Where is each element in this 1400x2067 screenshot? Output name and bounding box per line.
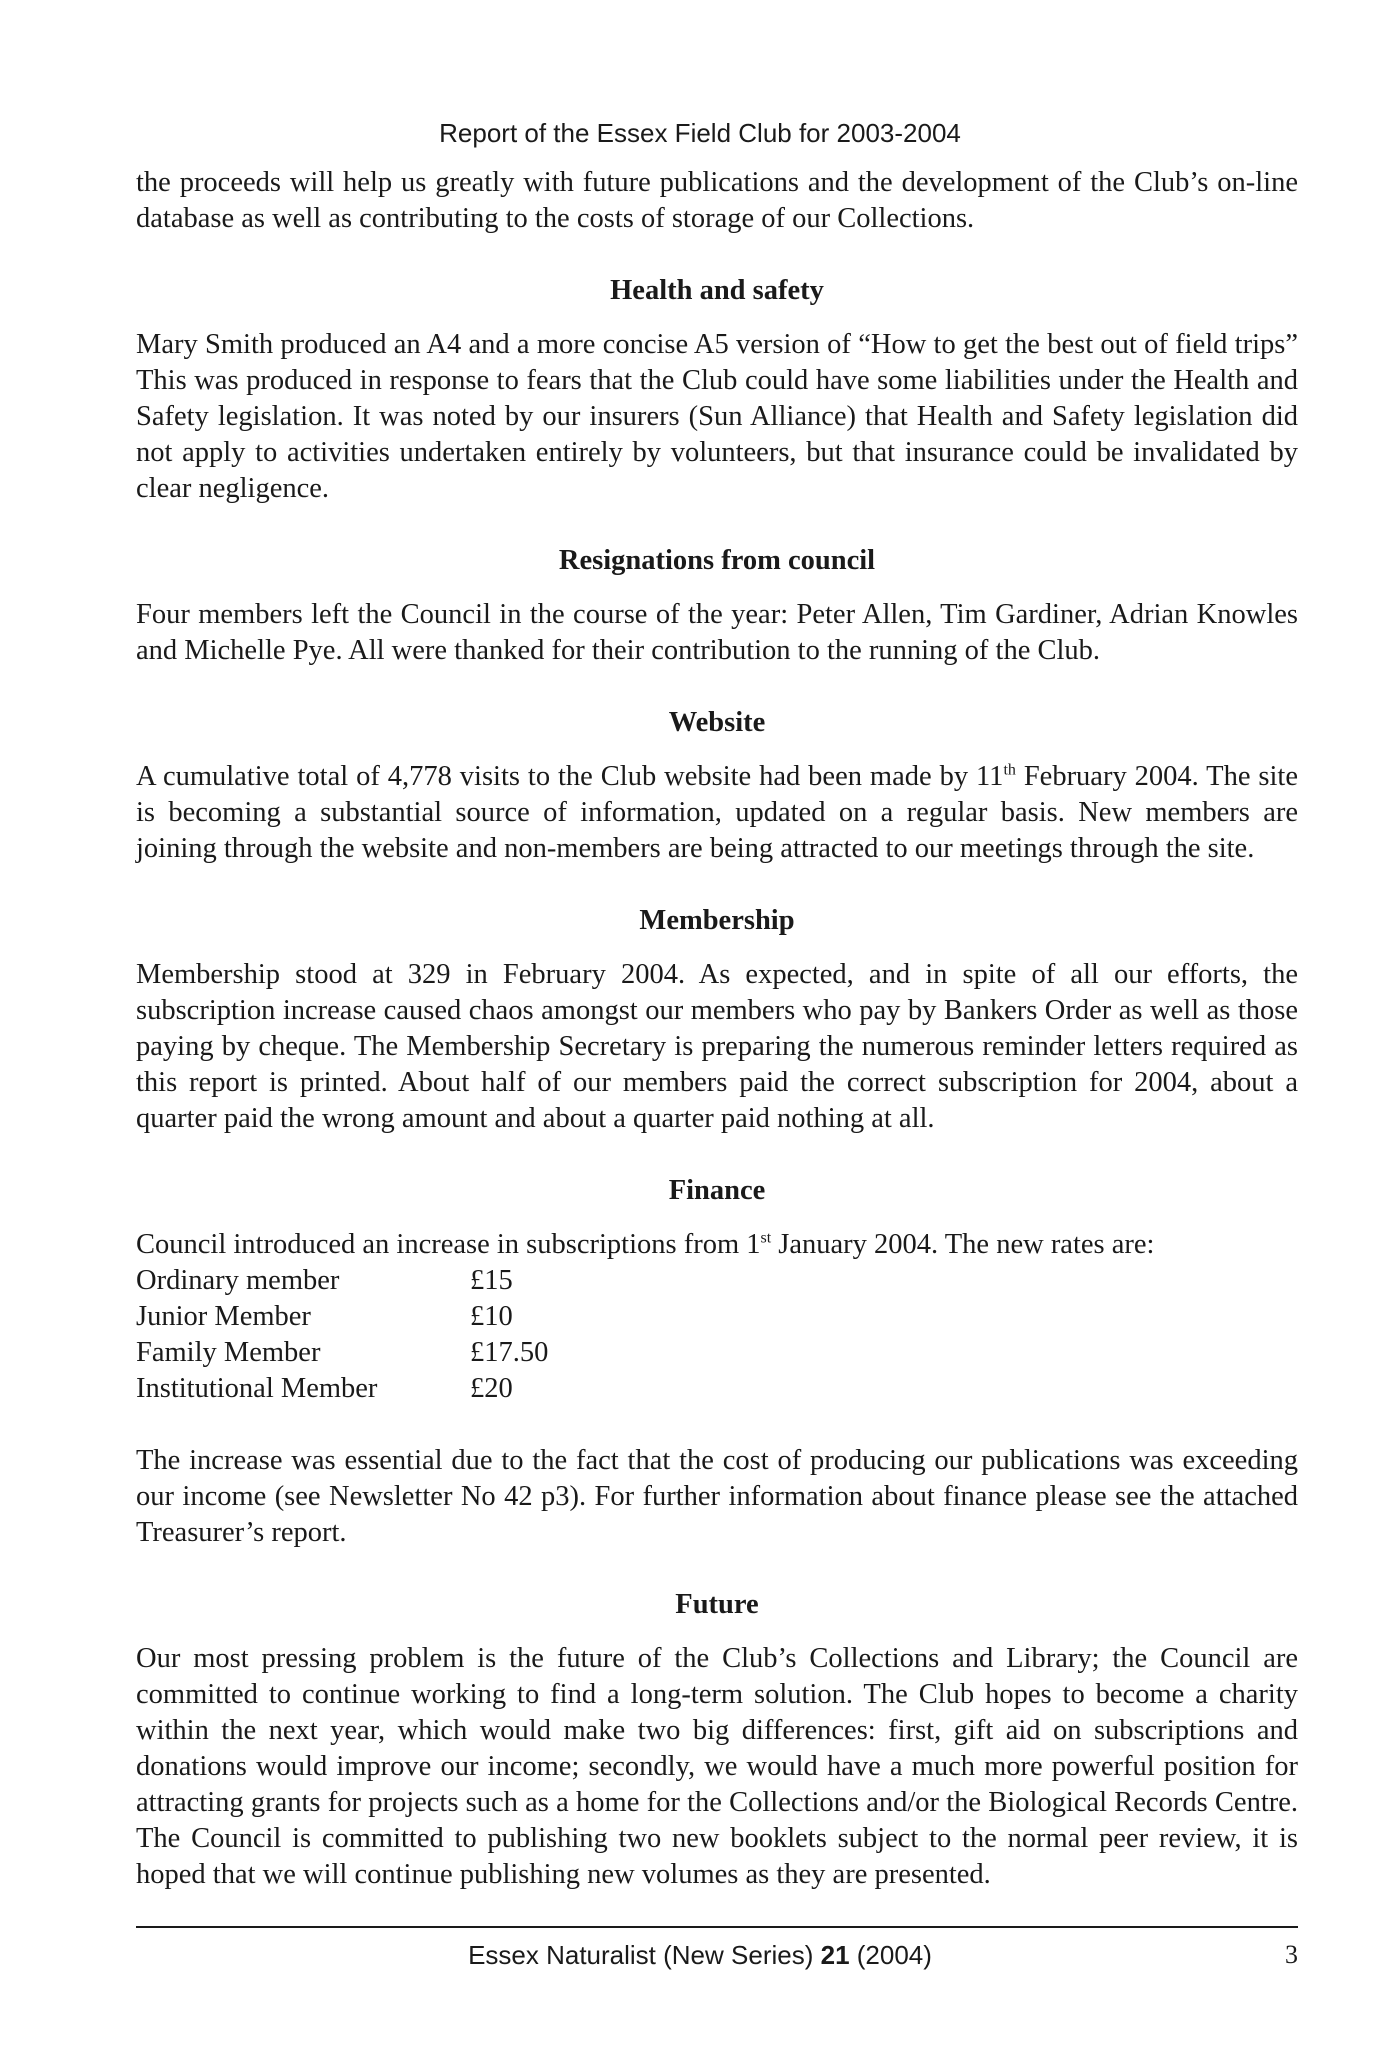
resignations-heading: Resignations from council xyxy=(558,545,876,576)
membership-heading: Membership xyxy=(639,905,795,936)
rate-label: Institutional Member xyxy=(136,1373,378,1404)
finance-ordinal-suffix: st xyxy=(760,1229,772,1247)
footer-journal-citation xyxy=(0,1940,1400,1970)
rate-row xyxy=(136,1299,1298,1335)
health-safety-heading: Health and safety xyxy=(610,275,824,306)
future-heading: Future xyxy=(675,1589,759,1620)
running-header: Report of the Essex Field Club for 2003-2004 xyxy=(439,118,961,148)
finance-intro-part2: January 2004. The new rates are: xyxy=(771,1229,1155,1260)
health-safety-paragraph: Mary Smith produced an A4 and a more concise A5 version of “How to get the best out of field trips” This was produced in response to fears that the Club could have some liabilities under the Health and Safety legislation. It was noted by our insurers (Sun Alliance) that Health and Safety legislation did not apply to activities undertaken entirely by volunteers, but that insurance could be invalidated by clear negligence. xyxy=(136,329,1298,504)
rate-row xyxy=(136,1335,1298,1371)
footer-year: (2004) xyxy=(849,1940,932,1970)
website-text-part1: A cumulative total of 4,778 visits to the Club website had been made by 11 xyxy=(136,761,1004,792)
website-paragraph xyxy=(136,759,1298,867)
finance-intro-part1: Council introduced an increase in subscriptions from 1 xyxy=(136,1229,761,1260)
footer-journal-name: Essex Naturalist (New Series) xyxy=(468,1940,821,1970)
subscription-rates-table xyxy=(136,1263,1298,1407)
rate-row xyxy=(136,1371,1298,1407)
document-body xyxy=(136,165,1298,1893)
rate-value: £10 xyxy=(470,1301,513,1332)
intro-paragraph: the proceeds will help us greatly with future publications and the development of the Club’s on-line database as well as contributing to the costs of storage of our Collections. xyxy=(136,167,1298,234)
website-text-part2: February 2004. The site is becoming a substantial source of information, updated on a regular basis. New members are joining through the website and non-members are being attracted to our meetings through the site. xyxy=(136,761,1298,864)
website-heading: Website xyxy=(668,707,766,738)
finance-heading: Finance xyxy=(668,1175,766,1206)
future-paragraph: Our most pressing problem is the future of the Club’s Collections and Library; the Council are committed to continue working to find a long-term solution. The Club hopes to become a charity within the next year, which would make two big differences: first, gift aid on subscriptions and donations would improve our income; secondly, we would have a much more powerful position for attracting grants for projects such as a home for the Collections and/or the Biological Records Centre. The Council is committed to publishing two new booklets subject to the normal peer review, it is hoped that we will continue publishing new volumes as they are presented. xyxy=(136,1643,1298,1890)
rate-label: Family Member xyxy=(136,1337,321,1368)
membership-paragraph: Membership stood at 329 in February 2004. As expected, and in spite of all our efforts, the subscription increase caused chaos amongst our members who pay by Bankers Order as well as those paying by cheque. The Membership Secretary is preparing the numerous reminder letters required as this report is printed. About half of our members paid the correct subscription for 2004, about a quarter paid the wrong amount and about a quarter paid nothing at all. xyxy=(136,959,1298,1134)
rate-value: £15 xyxy=(470,1265,513,1296)
website-ordinal-suffix: th xyxy=(1003,761,1016,779)
page-number: 3 xyxy=(1285,1940,1298,1969)
footer-divider xyxy=(136,1926,1298,1928)
rate-row xyxy=(136,1263,1298,1299)
rate-label: Junior Member xyxy=(136,1301,311,1332)
resignations-paragraph: Four members left the Council in the course of the year: Peter Allen, Tim Gardiner, Adrian Knowles and Michelle Pye. All were thanked for their contribution to the running of the Club. xyxy=(136,599,1298,666)
rate-label: Ordinary member xyxy=(136,1265,340,1296)
footer-volume: 21 xyxy=(820,1940,850,1970)
rate-value: £20 xyxy=(470,1373,513,1404)
finance-intro xyxy=(136,1227,1298,1263)
finance-paragraph: The increase was essential due to the fact that the cost of producing our publications was exceeding our income (see Newsletter No 42 p3). For further information about finance please see the attached Treasurer’s report. xyxy=(136,1445,1298,1548)
rate-value: £17.50 xyxy=(470,1337,549,1368)
